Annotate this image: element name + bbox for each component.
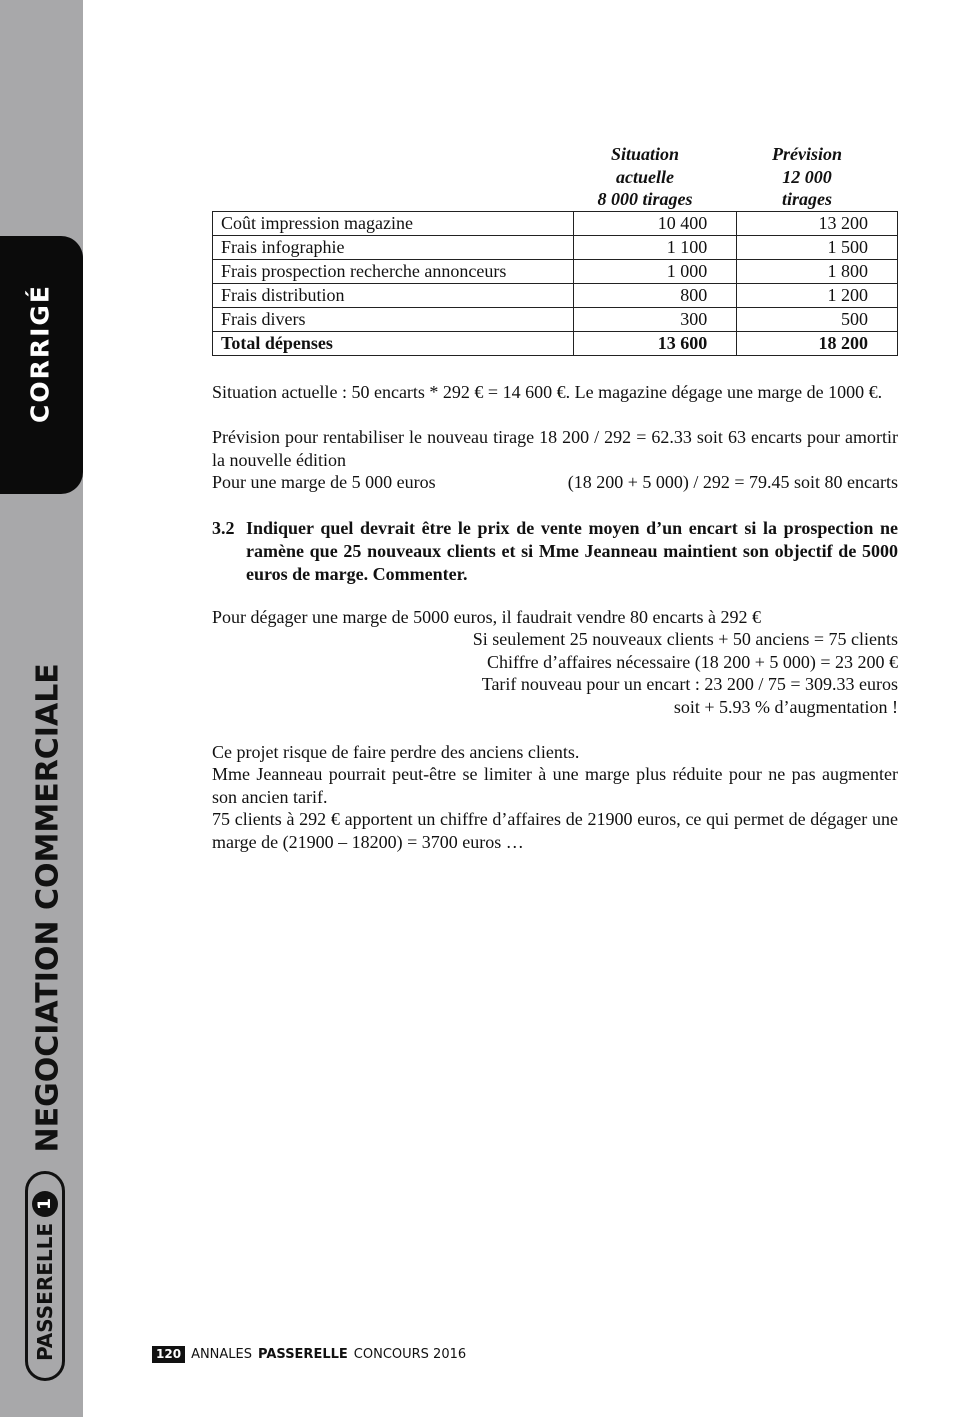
subject-title: NEGOCIATION COMMERCIALE bbox=[30, 663, 66, 1153]
footer-brand: PASSERELLE bbox=[258, 1347, 348, 1362]
table-row bbox=[213, 284, 898, 308]
paragraph-forecast: Prévision pour rentabiliser le nouveau tirage 18 200 / 292 = 62.33 soit 63 encarts pour amortir la nouvelle édition bbox=[212, 427, 898, 470]
header-line: tirages bbox=[781, 189, 832, 209]
row-forecast: 500 bbox=[737, 308, 898, 332]
row-label: Frais prospection recherche annonceurs bbox=[213, 260, 574, 284]
paragraph-margin bbox=[212, 471, 898, 494]
row-label: Coût impression magazine bbox=[213, 212, 574, 236]
row-forecast: 1 800 bbox=[737, 260, 898, 284]
header-forecast bbox=[737, 143, 877, 211]
margin-calc: (18 200 + 5 000) / 292 = 79.45 soit 80 encarts bbox=[567, 472, 898, 492]
comment-paragraph: Ce projet risque de faire perdre des anciens clients. bbox=[212, 742, 580, 762]
logo-text: PASSERELLE bbox=[33, 1222, 57, 1362]
total-actual: 13 600 bbox=[574, 332, 737, 356]
table-row bbox=[213, 308, 898, 332]
row-actual: 800 bbox=[574, 284, 737, 308]
row-label: Frais infographie bbox=[213, 236, 574, 260]
table-row bbox=[213, 212, 898, 236]
passerelle-logo bbox=[25, 1171, 65, 1381]
header-line: 12 000 bbox=[782, 166, 832, 187]
section-tab-label: CORRIGÉ bbox=[25, 284, 55, 423]
costs-table bbox=[212, 211, 898, 356]
paragraph-current-situation: Situation actuelle : 50 encarts * 292 € = 14 600 €. Le magazine dégage une marge de 1000 €. bbox=[212, 382, 883, 402]
margin-label: Pour une marge de 5 000 euros bbox=[212, 472, 436, 492]
calc-line: soit + 5.93 % d’augmentation ! bbox=[673, 697, 898, 717]
footer-prefix: ANNALES bbox=[191, 1347, 253, 1362]
row-forecast: 1 200 bbox=[737, 284, 898, 308]
calc-line: Tarif nouveau pour un encart : 23 200 / 75 = 309.33 euros bbox=[481, 674, 898, 694]
row-forecast: 13 200 bbox=[737, 212, 898, 236]
table-row bbox=[213, 236, 898, 260]
page-footer bbox=[152, 1346, 466, 1363]
header-line: Prévision bbox=[772, 144, 842, 164]
total-label: Total dépenses bbox=[213, 332, 574, 356]
calc-line: Si seulement 25 nouveaux clients + 50 anciens = 75 clients bbox=[472, 629, 898, 649]
row-forecast: 1 500 bbox=[737, 236, 898, 260]
footer-suffix: CONCOURS 2016 bbox=[353, 1347, 467, 1362]
row-actual: 300 bbox=[574, 308, 737, 332]
total-forecast: 18 200 bbox=[737, 332, 898, 356]
table-total-row bbox=[213, 332, 898, 356]
row-label: Frais divers bbox=[213, 308, 574, 332]
comment-paragraph: 75 clients à 292 € apportent un chiffre d’affaires de 21900 euros, ce qui permet de dégager une marge de (21900 – 18200) = 3700 euros … bbox=[212, 809, 898, 852]
page-number: 120 bbox=[152, 1346, 185, 1363]
table-row bbox=[213, 260, 898, 284]
sidebar bbox=[0, 0, 83, 1417]
header-line: Situation bbox=[610, 144, 680, 164]
row-actual: 10 400 bbox=[574, 212, 737, 236]
row-actual: 1 100 bbox=[574, 236, 737, 260]
calc-line: Chiffre d’affaires nécessaire (18 200 + 5 000) = 23 200 € bbox=[486, 652, 898, 672]
row-actual: 1 000 bbox=[574, 260, 737, 284]
header-line: 8 000 tirages bbox=[597, 189, 693, 209]
calc-line: Pour dégager une marge de 5000 euros, il faudrait vendre 80 encarts à 292 € bbox=[212, 607, 761, 627]
logo-number: 1 bbox=[32, 1191, 58, 1217]
header-line: actuelle bbox=[616, 166, 674, 187]
comment-paragraph: Mme Jeanneau pourrait peut-être se limiter à une marge plus réduite pour ne pas augmenter son ancien tarif. bbox=[212, 764, 898, 807]
question-text: Indiquer quel devrait être le prix de vente moyen d’un encart si la prospection ne ramène que 25 nouveaux clients et si Mme Jeanneau maintient son objectif de 5000 euros de marge. Commenter. bbox=[246, 518, 898, 584]
question-number: 3.2 bbox=[212, 518, 235, 538]
row-label: Frais distribution bbox=[213, 284, 574, 308]
header-current-situation bbox=[574, 143, 716, 211]
